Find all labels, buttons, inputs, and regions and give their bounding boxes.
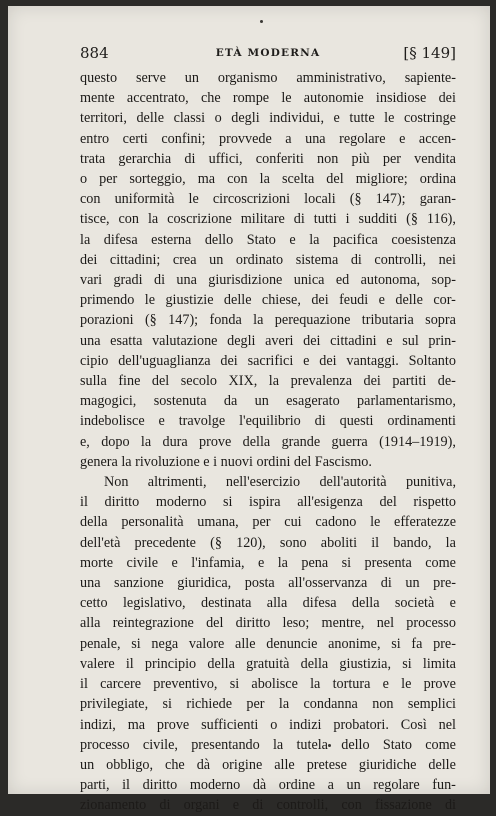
text-line: zionamento di organi e di controlli, con fissazione di	[80, 797, 456, 814]
text-line: cipio dell'uguaglianza dei sacrifici e dei vantaggi. Soltanto	[80, 352, 456, 369]
text-line: territori, delle classi o degli individui, e tutte le costringe	[80, 110, 456, 127]
text-line: penale, si nega valore alle denuncie anonime, si fa pre-	[80, 635, 456, 652]
text-line: parti, il diritto moderno dà ordine a un regolare fun-	[80, 777, 456, 794]
text-line: una esatta valutazione degli averi dei cittadini e sul prin-	[80, 332, 456, 349]
text-line: primendo le giustizie delle chiese, dei feudi e delle cor-	[80, 292, 456, 309]
text-line: entro certi confini; provvede a una regolare e accen-	[80, 130, 456, 147]
text-line: un obbligo, che dà origine alle pretese giuridiche delle	[80, 756, 456, 773]
section-reference: [§ 149]	[403, 44, 456, 62]
text-line: trata gerarchia di uffici, conferiti non più per vendita	[80, 150, 456, 167]
running-title: ETÀ MODERNA	[215, 47, 321, 59]
text-line: il carcere preventivo, si abolisce la tortura e le prove	[80, 676, 456, 693]
text-line: alla reintegrazione del diritto leso; mentre, nel processo	[80, 615, 456, 632]
text-line: indizi, ma prove sufficienti o indizi probatori. Così nel	[80, 716, 456, 733]
paper-speck	[260, 20, 263, 23]
text-line: porazioni (§ 147); fonda la perequazione tributaria sopra	[80, 312, 456, 329]
text-line: tisce, con la coscrizione militare di tutti i sudditi (§ 116),	[80, 211, 456, 228]
text-line: della personalità umana, per cui cadono le efferatezze	[80, 514, 456, 531]
text-line: o per sorteggio, ma con la scelta del migliore; ordina	[80, 171, 456, 188]
text-line: valere il principio della gratuità della giustizia, si limita	[80, 655, 456, 672]
text-line: privilegiate, si richiede per la condanna non semplici	[80, 696, 456, 713]
text-line: con uniformità le circoscrizioni locali (§ 147); garan-	[80, 191, 456, 208]
text-line: morte civile e l'infamia, e la pena si presenta come	[80, 554, 456, 571]
text-line: cetto legislativo, destinata alla difesa della società e	[80, 595, 456, 612]
text-line: Non altrimenti, nell'esercizio dell'autorità punitiva,	[104, 474, 456, 491]
text-line: indebolisce e travolge l'equilibrio di questi ordinamenti	[80, 413, 456, 430]
page-number: 884	[80, 44, 109, 62]
paper-speck	[328, 744, 331, 747]
text-line: mente accentrato, che rompe le autonomie insidiose dei	[80, 90, 456, 107]
text-line: una sanzione giuridica, posta all'osservanza di un pre-	[80, 575, 456, 592]
paragraph	[80, 472, 456, 815]
text-line: questo serve un organismo amministrativo, sapiente-	[80, 70, 456, 86]
text-line: magogici, sostenuta da un esagerato parlamentarismo,	[80, 393, 456, 410]
text-line: sulla fine del secolo XIX, la prevalenza dei partiti de-	[80, 373, 456, 390]
page-header	[80, 44, 456, 64]
page-body	[80, 68, 456, 816]
text-line: dei cittadini; crea un ordinato sistema di controlli, nei	[80, 251, 456, 268]
paragraph	[80, 68, 456, 472]
text-line: genera la rivoluzione e i nuovi ordini del Fascismo.	[80, 453, 372, 470]
text-line: il diritto moderno si ispira all'esigenza del rispetto	[80, 494, 456, 511]
text-line: e, dopo la dura prove della grande guerra (1914–1919),	[80, 433, 456, 450]
text-line: la difesa esterna dello Stato e la pacifica coesistenza	[80, 231, 456, 248]
text-line: vari gradi di una giurisdizione unica ed autonoma, sop-	[80, 272, 456, 289]
book-page	[8, 6, 490, 814]
text-line: processo civile, presentando la tutela dello Stato come	[80, 736, 456, 753]
text-line: dell'età precedente (§ 120), sono aboliti il bando, la	[80, 534, 456, 551]
